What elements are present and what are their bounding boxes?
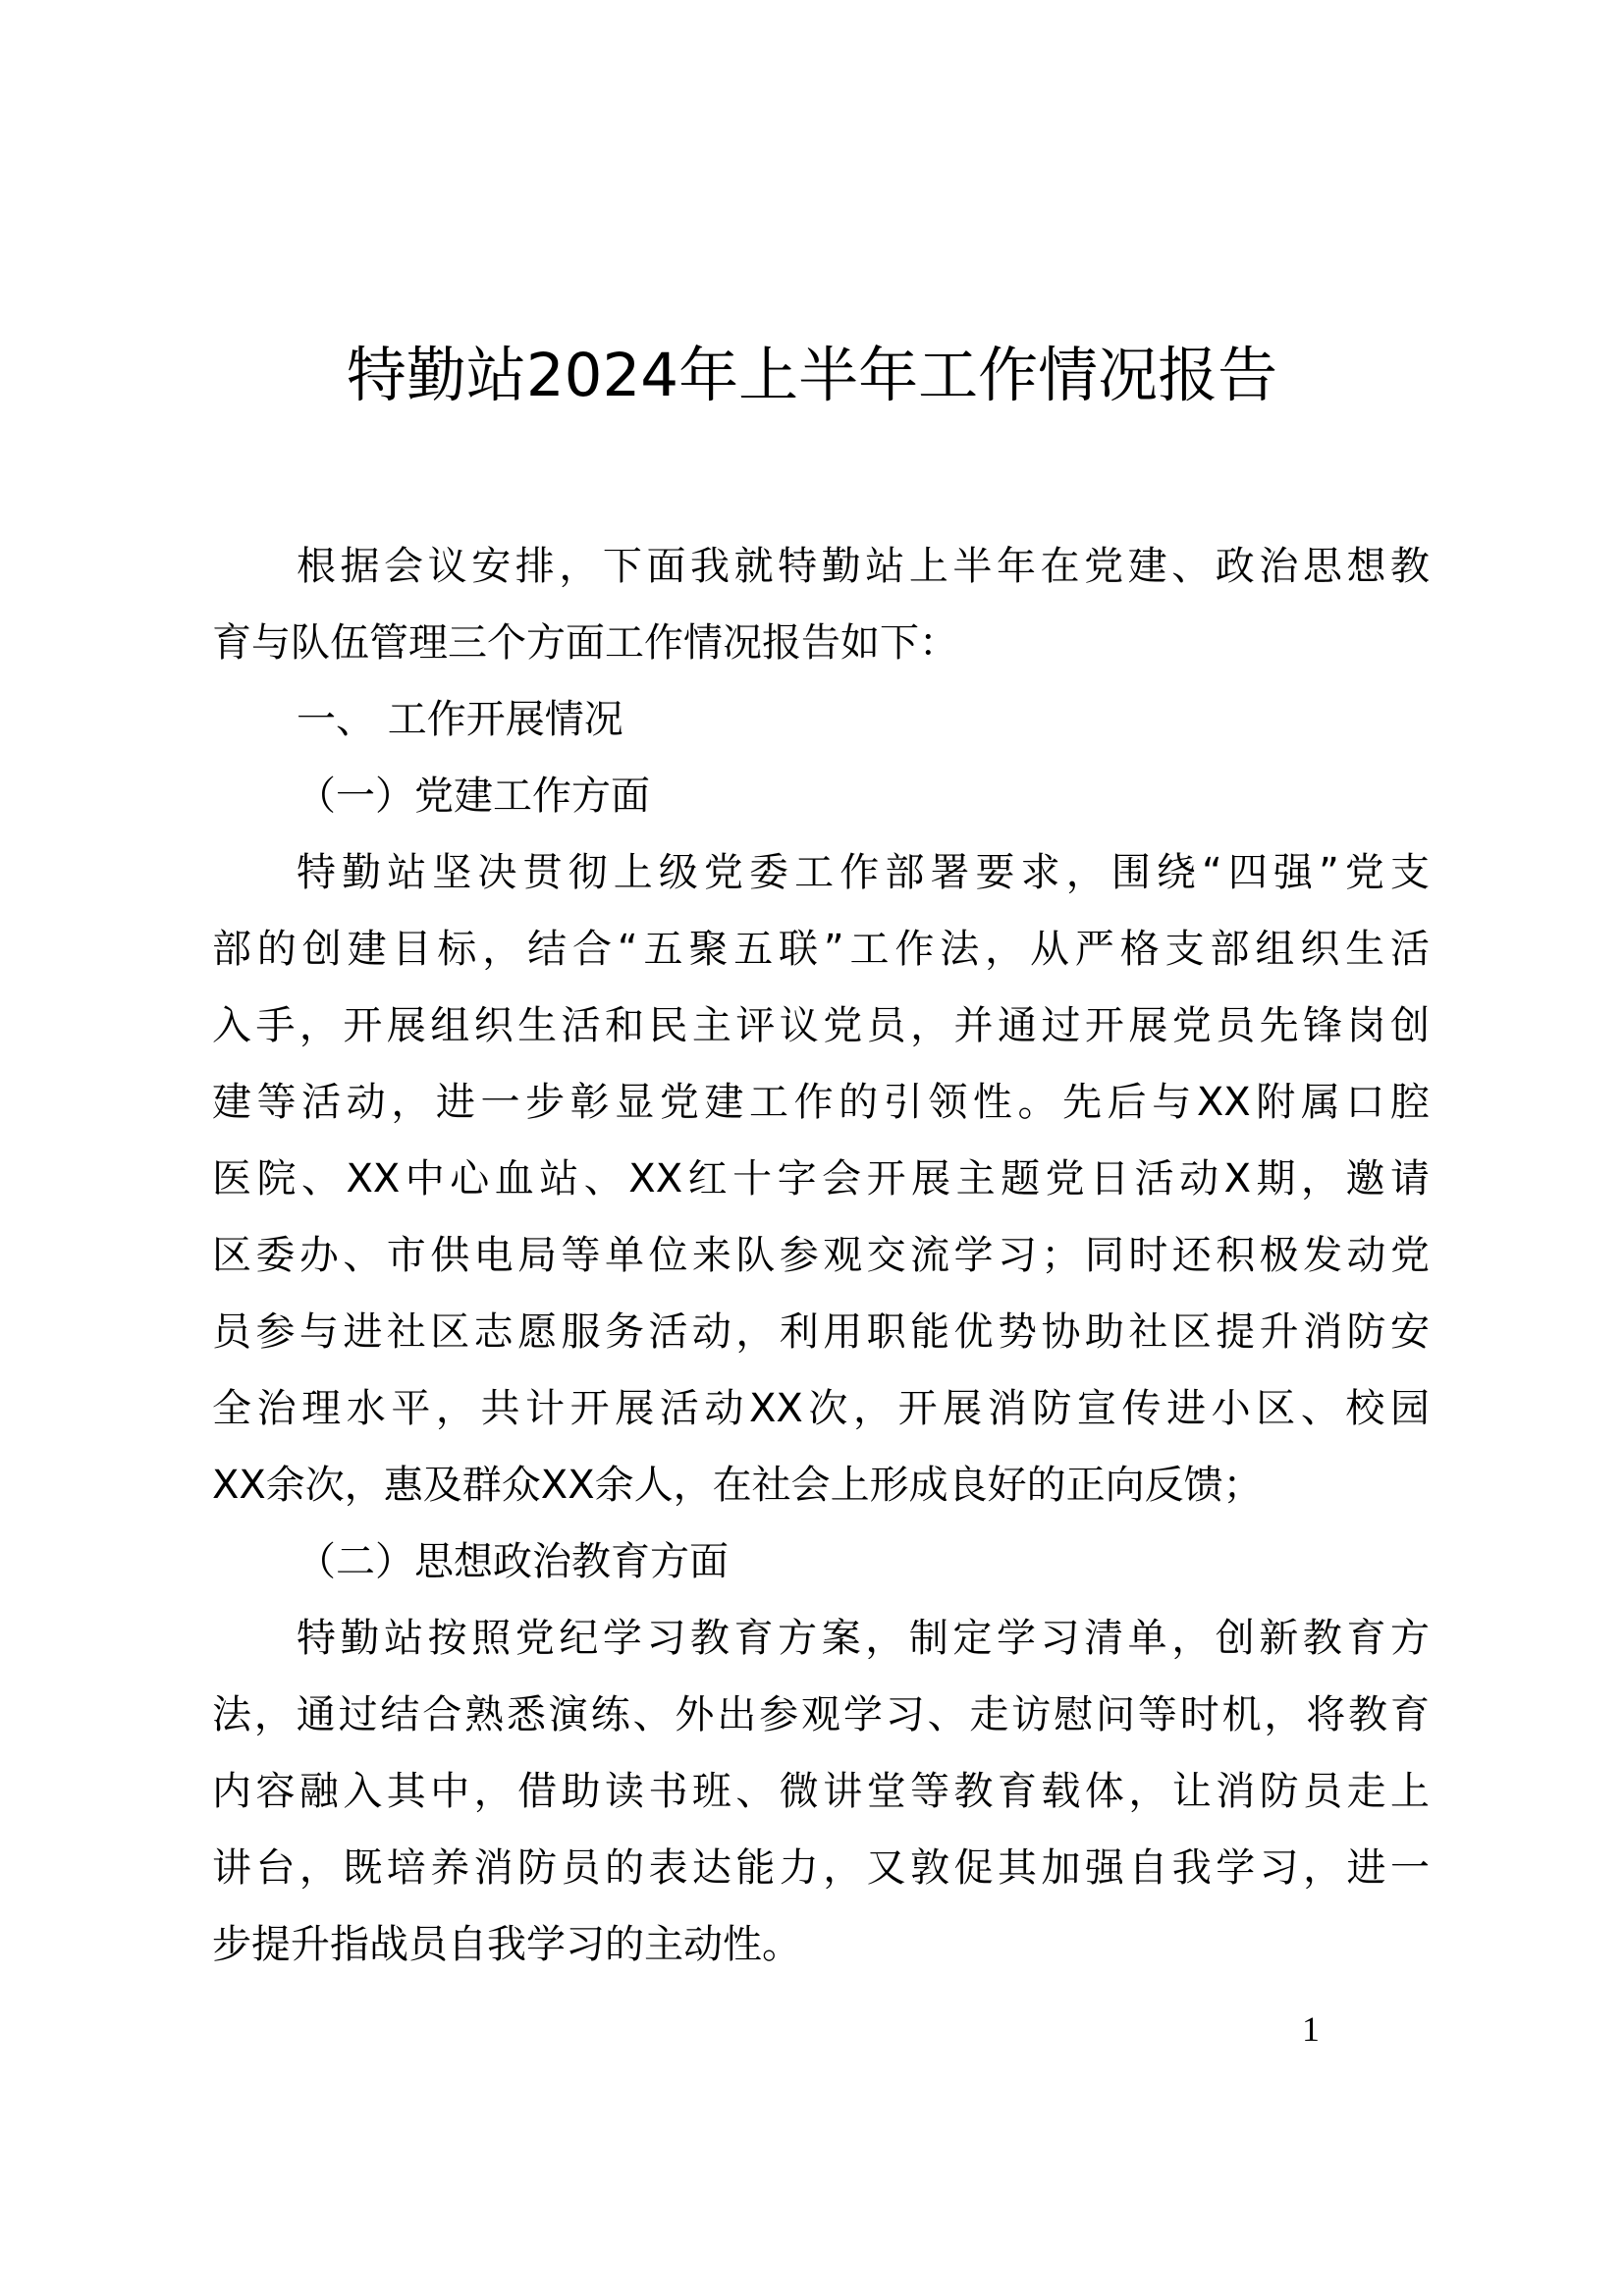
paragraph-line: 根据会议安排，下面我就特勤站上半年在党建、政治思想教 — [297, 544, 1430, 589]
page-title: 特勤站2024年上半年工作情况报告 — [346, 341, 1278, 410]
paragraph-line: 育与队伍管理三个方面工作情况报告如下： — [212, 620, 958, 666]
paragraph-line: 入手，开展组织生活和民主评议党员，并通过开展党员先锋岗创 — [212, 1003, 1430, 1048]
page-number: 1 — [1302, 2009, 1320, 2049]
paragraph-line: 讲台，既培养消防员的表达能力，又敦促其加强自我学习，进一 — [212, 1845, 1430, 1891]
subsection-heading: （二）思想政治教育方面 — [297, 1539, 729, 1584]
paragraph-line: 步提升指战员自我学习的主动性。 — [212, 1922, 801, 1967]
subsection-heading: （一）党建工作方面 — [297, 774, 650, 819]
paragraph-line: 医院、XX中心血站、XX红十字会开展主题党日活动X期，邀请 — [212, 1156, 1430, 1201]
paragraph-line: 内容融入其中，借助读书班、微讲堂等教育载体，让消防员走上 — [212, 1769, 1430, 1814]
paragraph-line: 特勤站坚决贯彻上级党委工作部署要求，围绕“四强”党支 — [297, 850, 1430, 895]
paragraph-line: 建等活动，进一步彰显党建工作的引领性。先后与XX附属口腔 — [212, 1080, 1430, 1125]
paragraph-line: 特勤站按照党纪学习教育方案，制定学习清单，创新教育方 — [297, 1616, 1430, 1661]
paragraph-line: 区委办、市供电局等单位来队参观交流学习；同时还积极发动党 — [212, 1233, 1430, 1278]
paragraph-line: 法，通过结合熟悉演练、外出参观学习、走访慰问等时机，将教育 — [212, 1692, 1430, 1737]
paragraph-line: 全治理水平，共计开展活动XX次，开展消防宣传进小区、校园 — [212, 1386, 1430, 1431]
document-body — [212, 528, 1430, 1983]
section-heading: 一、 工作开展情况 — [297, 697, 623, 742]
paragraph-line: XX余次，惠及群众XX余人，在社会上形成良好的正向反馈； — [212, 1463, 1263, 1508]
paragraph-line: 员参与进社区志愿服务活动，利用职能优势协助社区提升消防安 — [212, 1309, 1430, 1355]
paragraph-line: 部的创建目标，结合“五聚五联”工作法，从严格支部组织生活 — [212, 927, 1430, 972]
